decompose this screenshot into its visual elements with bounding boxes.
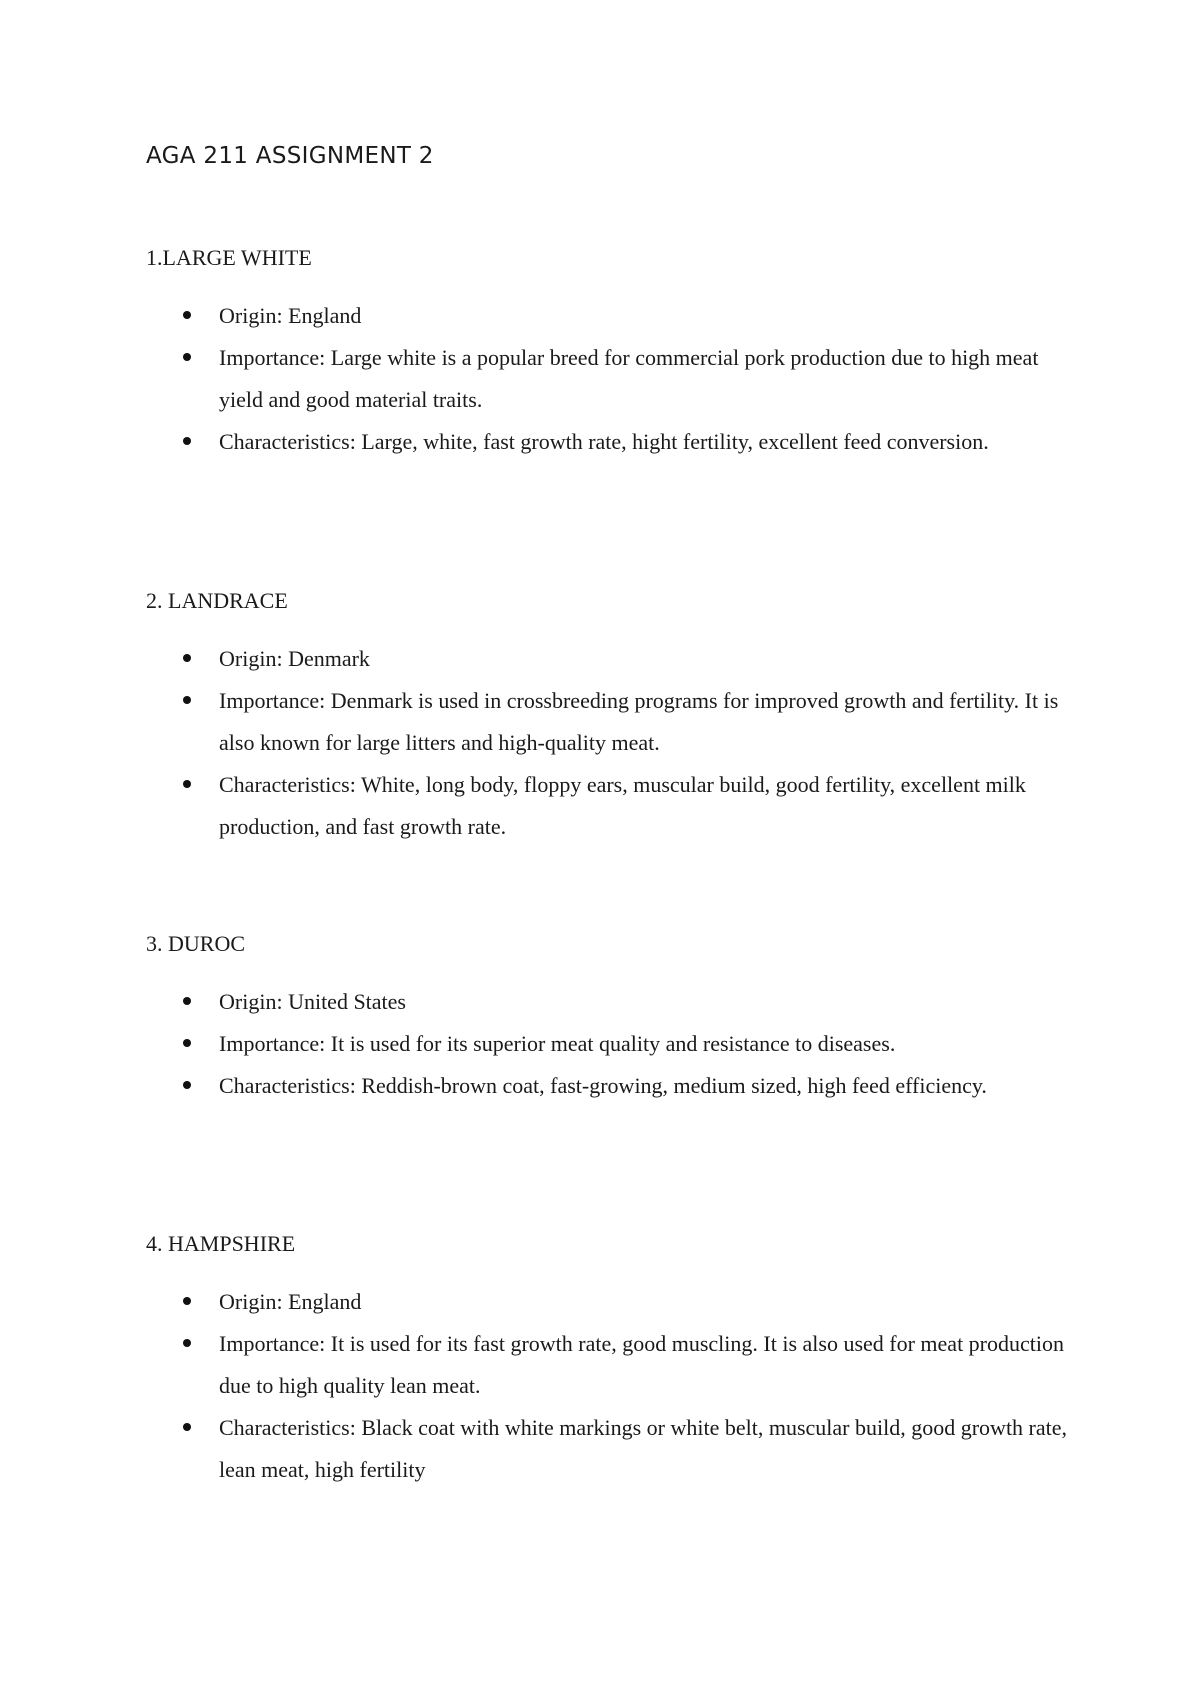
bullet-icon bbox=[183, 311, 191, 319]
list-item bbox=[146, 1065, 1076, 1107]
item-text: Denmark bbox=[282, 646, 370, 671]
item-text: United States bbox=[282, 989, 406, 1014]
item-text: It is used for its superior meat quality and resistance to diseases. bbox=[325, 1031, 896, 1056]
list-item bbox=[146, 638, 1076, 680]
bullet-icon bbox=[183, 654, 191, 662]
item-label: Origin: bbox=[219, 646, 283, 671]
item-label: Importance: bbox=[219, 688, 326, 713]
bullet-icon bbox=[183, 1081, 191, 1089]
section-large-white bbox=[146, 243, 1076, 463]
section-heading: 2. LANDRACE bbox=[146, 588, 288, 613]
bullet-list bbox=[146, 981, 1076, 1107]
list-item bbox=[146, 337, 1076, 421]
section-heading: 4. HAMPSHIRE bbox=[146, 1231, 296, 1256]
item-text: England bbox=[282, 1289, 362, 1314]
list-item bbox=[146, 1281, 1076, 1323]
list-item bbox=[146, 1407, 1076, 1491]
section-landrace bbox=[146, 586, 1076, 848]
item-label: Origin: bbox=[219, 1289, 283, 1314]
item-text: White, long body, floppy ears, muscular build, good fertility, excellent milk production, and fast growth rate. bbox=[219, 772, 1026, 839]
bullet-icon bbox=[183, 997, 191, 1005]
list-item bbox=[146, 764, 1076, 848]
bullet-list bbox=[146, 1281, 1076, 1491]
list-item bbox=[146, 1023, 1076, 1065]
section-hampshire bbox=[146, 1229, 1076, 1491]
item-label: Importance: bbox=[219, 345, 326, 370]
item-text: Reddish-brown coat, fast-growing, medium sized, high feed efficiency. bbox=[355, 1073, 987, 1098]
item-text: Black coat with white markings or white belt, muscular build, good growth rate, lean meat, high fertility bbox=[219, 1415, 1068, 1482]
item-text: Large, white, fast growth rate, hight fertility, excellent feed conversion. bbox=[355, 429, 989, 454]
item-text: Large white is a popular breed for commercial pork production due to high meat yield and good material traits. bbox=[219, 345, 1039, 412]
section-duroc bbox=[146, 929, 1076, 1107]
bullet-icon bbox=[183, 353, 191, 361]
bullet-icon bbox=[183, 1297, 191, 1305]
bullet-list bbox=[146, 638, 1076, 848]
list-item bbox=[146, 1323, 1076, 1407]
bullet-icon bbox=[183, 1339, 191, 1347]
section-heading: 3. DUROC bbox=[146, 931, 246, 956]
item-label: Origin: bbox=[219, 989, 283, 1014]
item-label: Importance: bbox=[219, 1031, 326, 1056]
bullet-icon bbox=[183, 1423, 191, 1431]
item-label: Characteristics: bbox=[219, 1415, 356, 1440]
bullet-icon bbox=[183, 437, 191, 445]
list-item bbox=[146, 981, 1076, 1023]
item-label: Characteristics: bbox=[219, 1073, 356, 1098]
section-heading: 1.LARGE WHITE bbox=[146, 245, 312, 270]
list-item bbox=[146, 680, 1076, 764]
document-title: AGA 211 ASSIGNMENT 2 bbox=[146, 143, 434, 169]
list-item bbox=[146, 421, 1076, 463]
item-label: Characteristics: bbox=[219, 429, 356, 454]
bullet-icon bbox=[183, 780, 191, 788]
item-label: Importance: bbox=[219, 1331, 326, 1356]
bullet-list bbox=[146, 295, 1076, 463]
item-text: England bbox=[282, 303, 362, 328]
item-text: It is used for its fast growth rate, good muscling. It is also used for meat production due to high quality lean meat. bbox=[219, 1331, 1064, 1398]
item-label: Origin: bbox=[219, 303, 283, 328]
item-text: Denmark is used in crossbreeding programs for improved growth and fertility. It is also known for large litters and high-quality meat. bbox=[219, 688, 1059, 755]
bullet-icon bbox=[183, 1039, 191, 1047]
item-label: Characteristics: bbox=[219, 772, 356, 797]
bullet-icon bbox=[183, 696, 191, 704]
list-item bbox=[146, 295, 1076, 337]
